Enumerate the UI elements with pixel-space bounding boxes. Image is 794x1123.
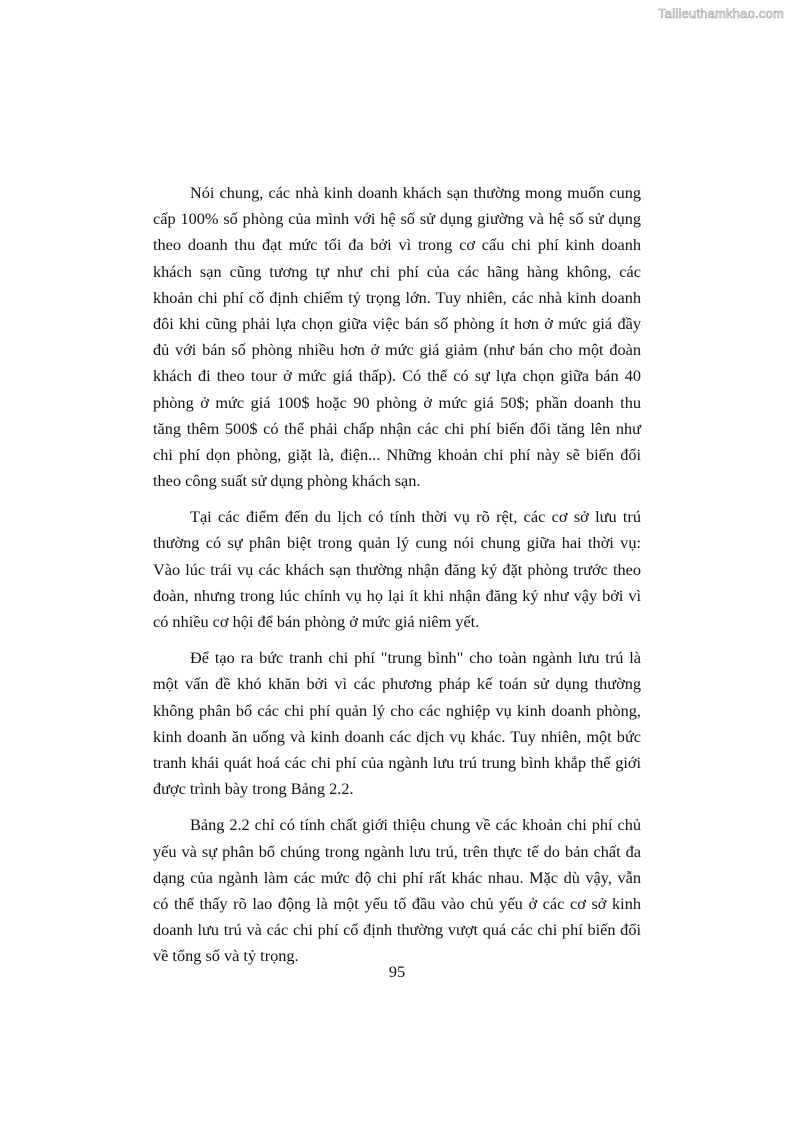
watermark: Tailieuthamkhao.com: [658, 6, 784, 21]
text-line: chi phí dọn phòng, giặt là, điện... Những khoản chi phí này sẽ biến đổi: [153, 444, 641, 464]
page-number: 95: [388, 962, 406, 981]
paragraph-2: [153, 504, 641, 635]
text-line: yếu và sự phân bổ chúng trong ngành lưu trú, trên thực tế do bản chất đa: [153, 841, 641, 861]
text-line: theo công suất sử dụng phòng khách sạn.: [153, 471, 421, 491]
text-line: khoản chi phí cố định chiếm tỷ trọng lớn. Tuy nhiên, các nhà kinh doanh: [153, 287, 641, 307]
document-body: [153, 180, 641, 979]
text-line: phòng ở mức giá 100$ hoặc 90 phòng ở mức giá 50$; phần doanh thu: [153, 392, 641, 412]
text-line: kinh doanh ăn uống và kinh doanh các dịch vụ khác. Tuy nhiên, một bức: [153, 726, 641, 746]
text-line: một vấn đề khó khăn bởi vì các phương pháp kế toán sử dụng thường: [153, 674, 641, 694]
paragraph-4: [153, 812, 641, 969]
paragraph-3: [153, 645, 641, 802]
text-line: thường có sự phân biệt trong quản lý cung nói chung giữa hai thời vụ:: [153, 533, 641, 553]
text-line: không phân bổ các chi phí quản lý cho các nghiệp vụ kinh doanh phòng,: [153, 700, 641, 720]
text-line: khách sạn cũng tương tự như chi phí của các hãng hàng không, các: [153, 261, 641, 281]
text-line: khách đi theo tour ở mức giá thấp). Có thể có sự lựa chọn giữa bán 40: [153, 366, 641, 386]
text-line: cấp 100% số phòng của mình với hệ số sử dụng giường và hệ số sử dụng: [153, 209, 641, 229]
text-line: đôi khi cũng phải lựa chọn giữa việc bán số phòng ít hơn ở mức giá đầy: [153, 313, 641, 333]
paragraph-1: [153, 180, 641, 494]
text-line: được trình bày trong Bảng 2.2.: [153, 779, 354, 799]
text-line: có nhiều cơ hội để bán phòng ở mức giá niêm yết.: [153, 612, 480, 631]
text-line: về tổng số và tỷ trọng.: [153, 946, 299, 966]
text-line: có thể thấy rõ lao động là một yếu tố đầu vào chủ yếu ở các cơ sở kinh: [153, 893, 641, 913]
text-line: Bảng 2.2 chỉ có tính chất giới thiệu chung về các khoản chi phí chủ: [190, 815, 641, 835]
text-line: Vào lúc trái vụ các khách sạn thường nhận đăng ký đặt phòng trước theo: [153, 559, 641, 579]
text-line: tăng thêm 500$ có thể phải chấp nhận các chi phí biến đổi tăng lên như: [153, 418, 641, 438]
text-line: tranh khái quát hoá các chi phí của ngành lưu trú trung bình khắp thế giới: [153, 752, 641, 772]
text-line: đoàn, nhưng trong lúc chính vụ họ lại ít khi nhận đăng ký như vậy bởi vì: [153, 585, 641, 605]
text-line: theo doanh thu đạt mức tối đa bởi vì trong cơ cấu chi phí kinh doanh: [153, 235, 641, 255]
text-line: doanh lưu trú và các chi phí cố định thường vượt quá các chi phí biến đổi: [153, 920, 641, 940]
text-line: Để tạo ra bức tranh chi phí "trung bình" cho toàn ngành lưu trú là: [190, 648, 641, 668]
text-line: Tại các điểm đến du lịch có tính thời vụ rõ rệt, các cơ sở lưu trú: [190, 507, 641, 527]
text-line: dạng của ngành làm các mức độ chi phí rất khác nhau. Mặc dù vậy, vẫn: [153, 867, 641, 887]
text-line: đủ với bán số phòng nhiều hơn ở mức giá giảm (như bán cho một đoàn: [153, 340, 641, 360]
text-line: Nói chung, các nhà kinh doanh khách sạn thường mong muốn cung: [190, 183, 641, 202]
